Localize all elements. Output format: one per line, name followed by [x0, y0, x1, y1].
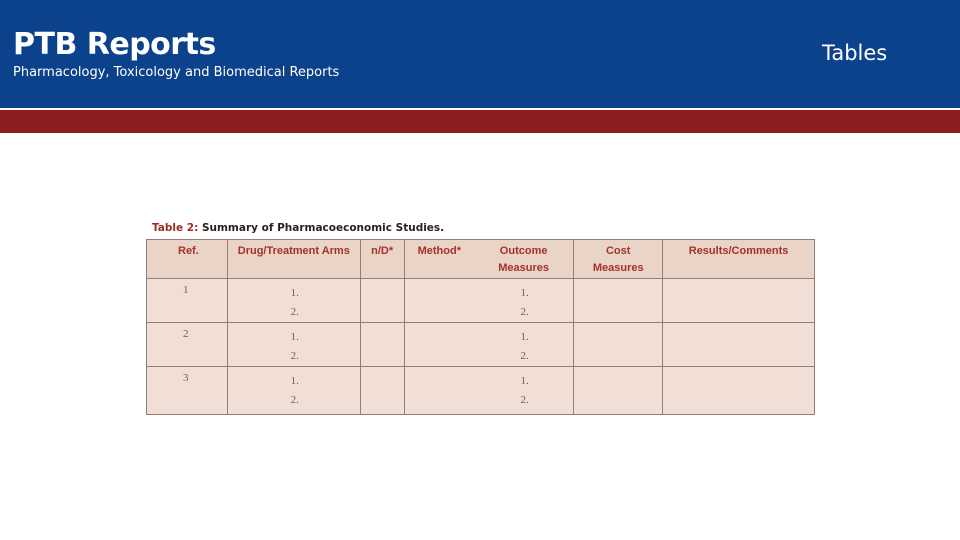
- cell-drug: [227, 323, 360, 367]
- cell-method: [404, 279, 474, 323]
- column-header-line: Drug/Treatment Arms: [237, 245, 350, 257]
- list-item: 1.: [520, 375, 529, 387]
- column-header-line: Ref.: [178, 245, 199, 257]
- cell-outcome: [474, 323, 574, 367]
- column-header-line: Method*: [417, 245, 461, 257]
- column-header: [663, 240, 815, 279]
- cell-ref: [147, 279, 228, 323]
- cell-drug-list: [228, 279, 360, 322]
- cell-ref: [147, 323, 228, 367]
- table-caption: [152, 223, 444, 234]
- cell-n: [360, 367, 404, 415]
- cell-ref: [147, 367, 228, 415]
- summary-table: [146, 239, 815, 415]
- cell-drug-list: [228, 323, 360, 366]
- column-header: [474, 240, 574, 279]
- column-header-line: n/D*: [371, 245, 394, 257]
- cell-n: [360, 279, 404, 323]
- cell-n: [360, 323, 404, 367]
- cell-cost: [574, 323, 663, 367]
- cell-outcome-list: [474, 367, 573, 410]
- cell-method: [404, 367, 474, 415]
- accent-bar: [0, 110, 960, 133]
- table-body: [147, 279, 815, 415]
- brand-title: PTB Reports: [13, 27, 216, 62]
- column-header-line: Cost: [605, 245, 631, 257]
- cell-drug: [227, 367, 360, 415]
- list-item: 2.: [290, 306, 299, 318]
- ref-number: 1: [183, 284, 189, 296]
- cell-results: [663, 323, 815, 367]
- column-header: [360, 240, 404, 279]
- cell-drug-list: [228, 367, 360, 410]
- list-item: 1.: [290, 375, 299, 387]
- cell-outcome-list: [474, 323, 573, 366]
- list-item: 1.: [290, 331, 299, 343]
- list-item: 2.: [520, 350, 529, 362]
- column-header-line: Outcome: [499, 245, 548, 257]
- brand-subtitle: Pharmacology, Toxicology and Biomedical Reports: [13, 65, 340, 80]
- cell-outcome: [474, 279, 574, 323]
- table-caption-label: Table 2:: [152, 222, 199, 234]
- list-item: 1.: [520, 331, 529, 343]
- table-row: [147, 367, 815, 415]
- column-header-line: Measures: [592, 262, 644, 274]
- list-item: 1.: [290, 287, 299, 299]
- list-item: 2.: [290, 394, 299, 406]
- column-header-line: Results/Comments: [688, 245, 789, 257]
- column-header: [147, 240, 228, 279]
- table-row: [147, 279, 815, 323]
- ref-number: 3: [183, 372, 189, 384]
- cell-results: [663, 367, 815, 415]
- slide-title: Tables: [822, 41, 888, 65]
- column-header: [574, 240, 663, 279]
- list-item: 1.: [520, 287, 529, 299]
- list-item: 2.: [520, 394, 529, 406]
- column-header-line: Measures: [498, 262, 550, 274]
- cell-cost: [574, 279, 663, 323]
- column-header: [404, 240, 474, 279]
- list-item: 2.: [290, 350, 299, 362]
- ref-number: 2: [183, 328, 189, 340]
- column-header: [227, 240, 360, 279]
- table-row: [147, 323, 815, 367]
- cell-results: [663, 279, 815, 323]
- cell-method: [404, 323, 474, 367]
- header-banner: [0, 0, 960, 108]
- cell-drug: [227, 279, 360, 323]
- table-caption-text: Summary of Pharmacoeconomic Studies.: [198, 222, 445, 234]
- table-header-row: [147, 240, 815, 279]
- cell-cost: [574, 367, 663, 415]
- cell-outcome-list: [474, 279, 573, 322]
- cell-outcome: [474, 367, 574, 415]
- list-item: 2.: [520, 306, 529, 318]
